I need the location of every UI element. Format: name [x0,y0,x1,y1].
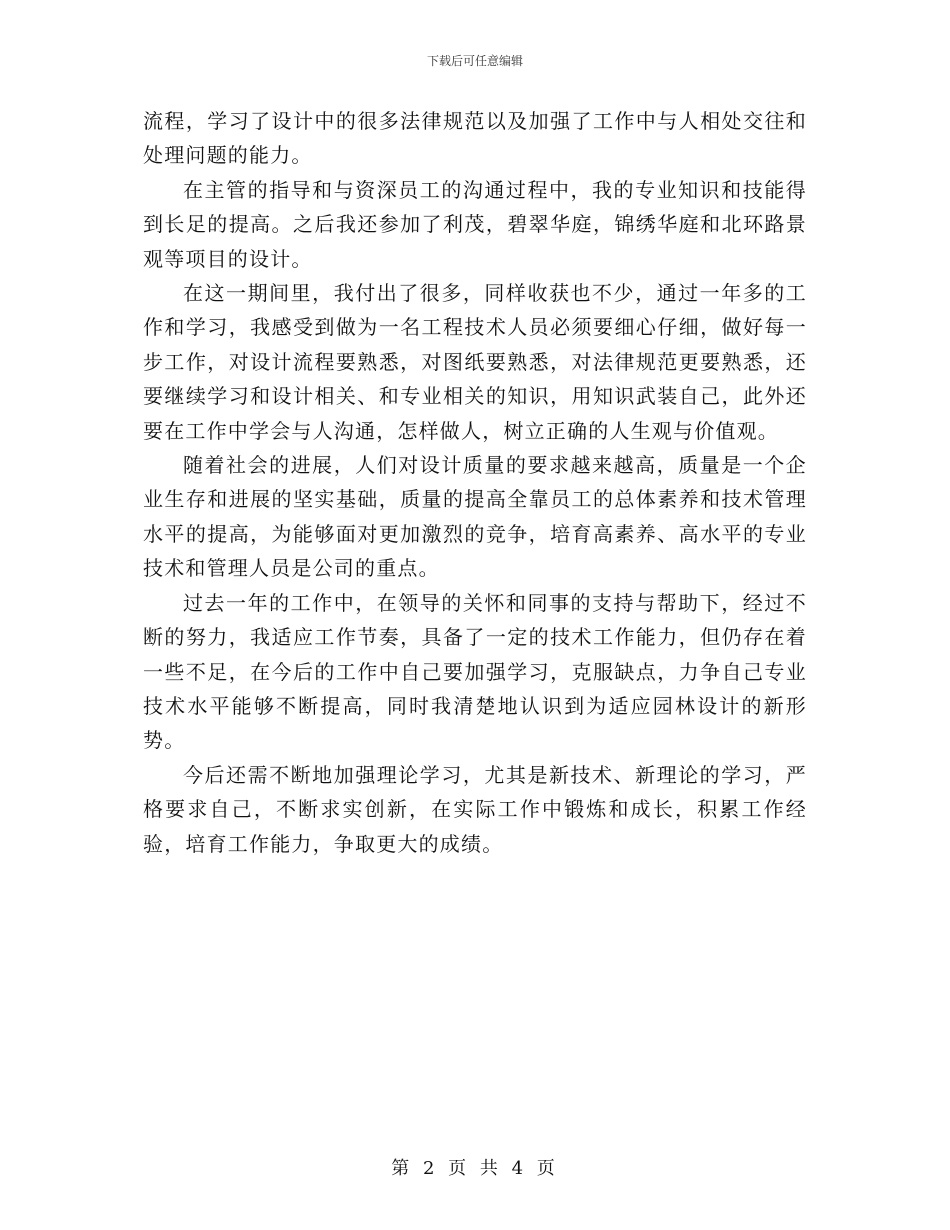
document-body [143,104,807,861]
page-number: 第 2 页 共 4 页 [391,1158,559,1179]
paragraph-1: 流程，学习了设计中的很多法律规范以及加强了工作中与人相处交往和处理问题的能力。 [143,109,807,168]
page-header-note: 下载后可任意编辑 [426,54,523,68]
paragraph-2: 在主管的指导和与资深员工的沟通过程中，我的专业知识和技能得到长足的提高。之后我还参加了利茂，碧翠华庭，锦绣华庭和北环路景观等项目的设计。 [143,177,807,271]
paragraph-6: 今后还需不断地加强理论学习，尤其是新技术、新理论的学习，严格要求自己，不断求实创新，在实际工作中锻炼和成长，积累工作经验，培育工作能力，争取更大的成绩。 [143,762,807,856]
paragraph-3: 在这一期间里，我付出了很多，同样收获也不少，通过一年多的工作和学习，我感受到做为一名工程技术人员必须要细心仔细，做好每一步工作，对设计流程要熟悉，对图纸要熟悉，对法律规范更要熟悉，还要继续学习和设计相关、和专业相关的知识，用知识武装自己，此外还要在工作中学会与人沟通，怎样做人，树立正确的人生观与价值观。 [143,281,807,443]
paragraph-5: 过去一年的工作中，在领导的关怀和同事的支持与帮助下，经过不断的努力，我适应工作节奏，具备了一定的技术工作能力，但仍存在着一些不足，在今后的工作中自己要加强学习，克服缺点，力争自己专业技术水平能够不断提高，同时我清楚地认识到为适应园林设计的新形势。 [143,590,807,753]
paragraph-4: 随着社会的进展，人们对设计质量的要求越来越高，质量是一个企业生存和进展的坚实基础，质量的提高全靠员工的总体素养和技术管理水平的提高，为能够面对更加激烈的竞争，培育高素养、高水平的专业技术和管理人员是公司的重点。 [143,453,807,581]
